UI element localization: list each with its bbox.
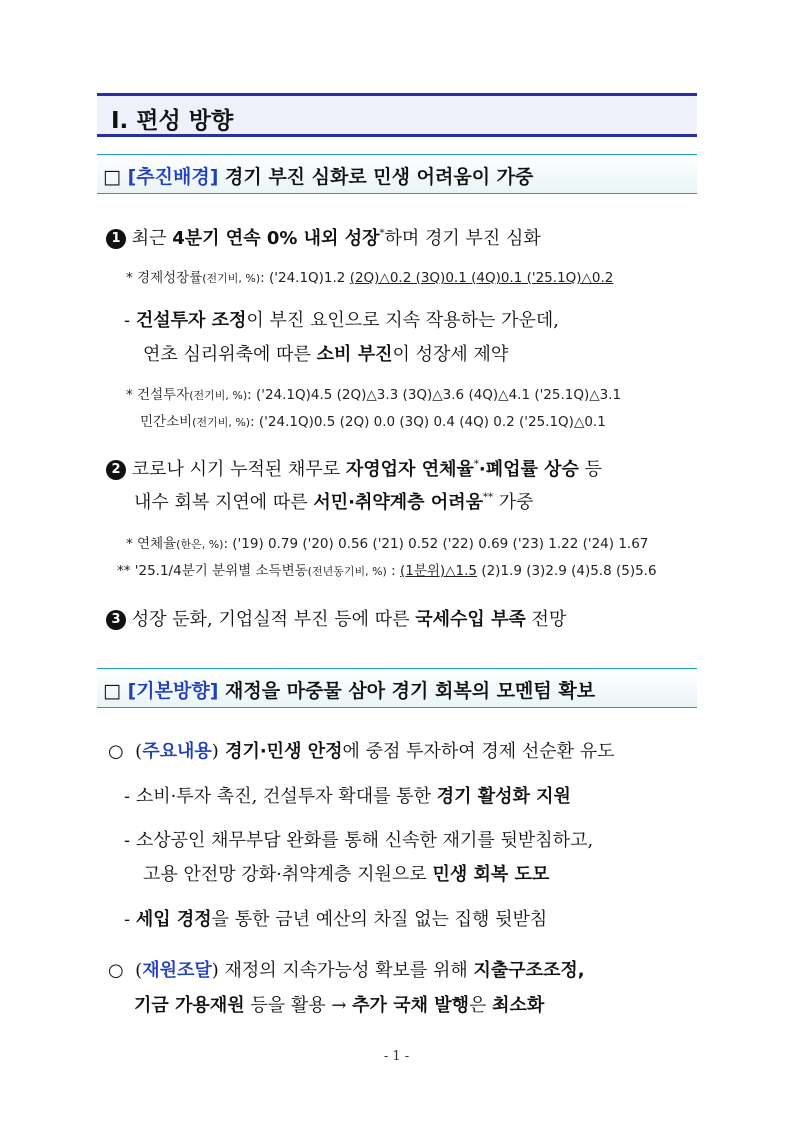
dash-marker: - (124, 786, 136, 807)
item-emphasis: 서민·취약계층 어려움 (313, 492, 483, 513)
note-unit: (전기비, %) (192, 416, 251, 429)
note-growth (126, 266, 613, 286)
number-marker-2: 2 (106, 460, 126, 480)
note-label: 민간소비 (140, 414, 193, 430)
item-text: 고용 안전망 강화·취약계층 지원으로 (143, 864, 433, 885)
circle-item-2-line-2 (134, 991, 544, 1017)
circle-bullet: ○ (108, 960, 124, 981)
item-text: 이 성장세 제약 (392, 344, 509, 365)
section-tag: 기본방향 (136, 680, 210, 702)
note-underlined-text: (2Q)△0.2 (3Q)0.1 (4Q)0.1 ('25.1Q)△0.2 (349, 270, 614, 286)
circle-item-2-line-1 (108, 956, 585, 982)
circle-bullet: ○ (108, 741, 124, 762)
dash-item-1-line-2 (143, 340, 508, 366)
section-header-background (97, 154, 697, 194)
item-text: 성장 둔화, 기업실적 부진 등에 따른 (131, 609, 416, 630)
dash-marker: - (124, 830, 136, 851)
footnote-marker: * (379, 228, 385, 239)
page-number: - 1 - (383, 1049, 410, 1064)
item-emphasis: ·폐업률 상승 (478, 459, 579, 480)
note-delinquency (126, 532, 648, 552)
note-text: : ('24.1Q)1.2 (260, 270, 350, 286)
section-bracket-close: ] (209, 166, 219, 188)
paren: ) (211, 741, 219, 762)
item-emphasis: 세입 경정 (135, 909, 212, 930)
section-title: 경기 부진 심화로 민생 어려움이 가중 (218, 166, 534, 188)
note-text: : ('24.1Q)4.5 (2Q)△3.3 (3Q)△3.6 (4Q)△4.1 ('25.1Q)△3.1 (247, 387, 622, 403)
item-text: 연초 심리위축에 따른 (143, 344, 317, 365)
page-title: Ⅰ. 편성 방향 (111, 108, 234, 134)
item-text: 은 (469, 995, 493, 1016)
item-text: 내수 회복 지연에 따른 (134, 492, 314, 513)
note-underlined-text: (1분위)△1.5 (399, 563, 478, 579)
note-label: * 건설투자 (126, 387, 190, 403)
note-label: ** '25.1/4분기 분위별 소득변동 (117, 563, 308, 579)
item-text: 등을 활용 → (244, 995, 353, 1016)
item-3 (106, 605, 566, 631)
dash-marker: - (124, 909, 136, 930)
item-text: 소비·투자 촉진, 건설투자 확대를 통한 (135, 786, 437, 807)
item-emphasis: 자영업자 연체율 (345, 459, 474, 480)
item-emphasis: 경기·민생 안정 (218, 741, 343, 762)
item-emphasis: 국세수입 부족 (415, 609, 526, 630)
number-marker-1: 1 (106, 229, 126, 249)
note-construction (126, 383, 621, 403)
circle-item-1 (108, 737, 615, 763)
section-bracket-open: [ (127, 166, 137, 188)
item-text: 가중 (493, 492, 534, 513)
item-text: 을 통한 금년 예산의 차질 없는 집행 뒷받침 (211, 909, 548, 930)
note-text: : (386, 563, 400, 579)
section-header-background (97, 668, 697, 708)
dash-item-4 (124, 905, 547, 931)
section-box-symbol: □ (103, 680, 121, 702)
item-text: 이 부진 요인으로 지속 작용하는 가운데, (246, 310, 559, 331)
paren: ( (135, 741, 143, 762)
note-unit: (전기비, %) (189, 389, 248, 402)
item-emphasis: 추가 국채 발행 (352, 995, 470, 1016)
dash-item-3-line-2 (143, 860, 549, 886)
item-tag: 주요내용 (142, 741, 212, 762)
section-box-symbol: □ (103, 166, 121, 188)
note-text: : ('19) 0.79 ('20) 0.56 ('21) 0.52 ('22) 0.69 ('23) 1.22 ('24) 1.67 (223, 536, 649, 552)
section-header-text (103, 162, 533, 189)
note-unit: (전년동기비, %) (307, 565, 387, 578)
item-text: 하며 경기 부진 심화 (384, 228, 541, 249)
section-bracket-open: [ (127, 680, 137, 702)
note-unit: (전기비, %) (202, 272, 261, 285)
section-header-text (103, 676, 595, 703)
note-label: * 경제성장률 (126, 270, 203, 286)
paren: ) (211, 960, 219, 981)
item-emphasis: 소비 부진 (316, 344, 393, 365)
item-text: 최근 (131, 228, 173, 249)
title-bar (97, 93, 697, 137)
note-text: : ('24.1Q)0.5 (2Q) 0.0 (3Q) 0.4 (4Q) 0.2 ('25.1Q)△0.1 (250, 414, 606, 430)
item-emphasis: 경기 활성화 지원 (436, 786, 571, 807)
item-tag: 재원조달 (142, 960, 212, 981)
dash-item-3-line-1 (124, 826, 593, 852)
item-text: 등 (578, 459, 603, 480)
note-unit: (한은, %) (176, 538, 224, 551)
item-2-line-2 (134, 488, 534, 514)
item-emphasis: 4분기 연속 0% 내외 성장 (172, 228, 380, 249)
note-text: (2)1.9 (3)2.9 (4)5.8 (5)5.6 (477, 563, 657, 579)
number-marker-3: 3 (106, 610, 126, 630)
item-text: 코로나 시기 누적된 채무로 (131, 459, 346, 480)
footnote-marker: * (473, 459, 479, 470)
item-emphasis: 기금 가용재원 (134, 995, 245, 1016)
section-tag: 추진배경 (136, 166, 210, 188)
section-bracket-close: ] (209, 680, 219, 702)
dash-marker: - (124, 310, 136, 331)
item-emphasis: 최소화 (492, 995, 545, 1016)
note-consumption (140, 410, 606, 430)
dash-item-1-line-1 (124, 306, 559, 332)
section-title: 재정을 마중물 삼아 경기 회복의 모멘텀 확보 (218, 680, 596, 702)
item-emphasis: 건설투자 조정 (135, 310, 247, 331)
note-income (117, 559, 657, 579)
item-text: 전망 (525, 609, 567, 630)
item-text: 재정의 지속가능성 확보를 위해 (218, 960, 474, 981)
item-emphasis: 지출구조조정, (473, 960, 585, 981)
item-emphasis: 민생 회복 도모 (432, 864, 550, 885)
item-text: 소상공인 채무부담 완화를 통해 신속한 재기를 뒷받침하고, (135, 830, 594, 851)
footnote-marker: ** (483, 492, 493, 503)
note-label: * 연체율 (126, 536, 177, 552)
item-text: 에 중점 투자하여 경제 선순환 유도 (342, 741, 615, 762)
paren: ( (135, 960, 143, 981)
item-1 (106, 224, 541, 250)
item-2-line-1 (106, 455, 602, 481)
dash-item-2 (124, 782, 571, 808)
